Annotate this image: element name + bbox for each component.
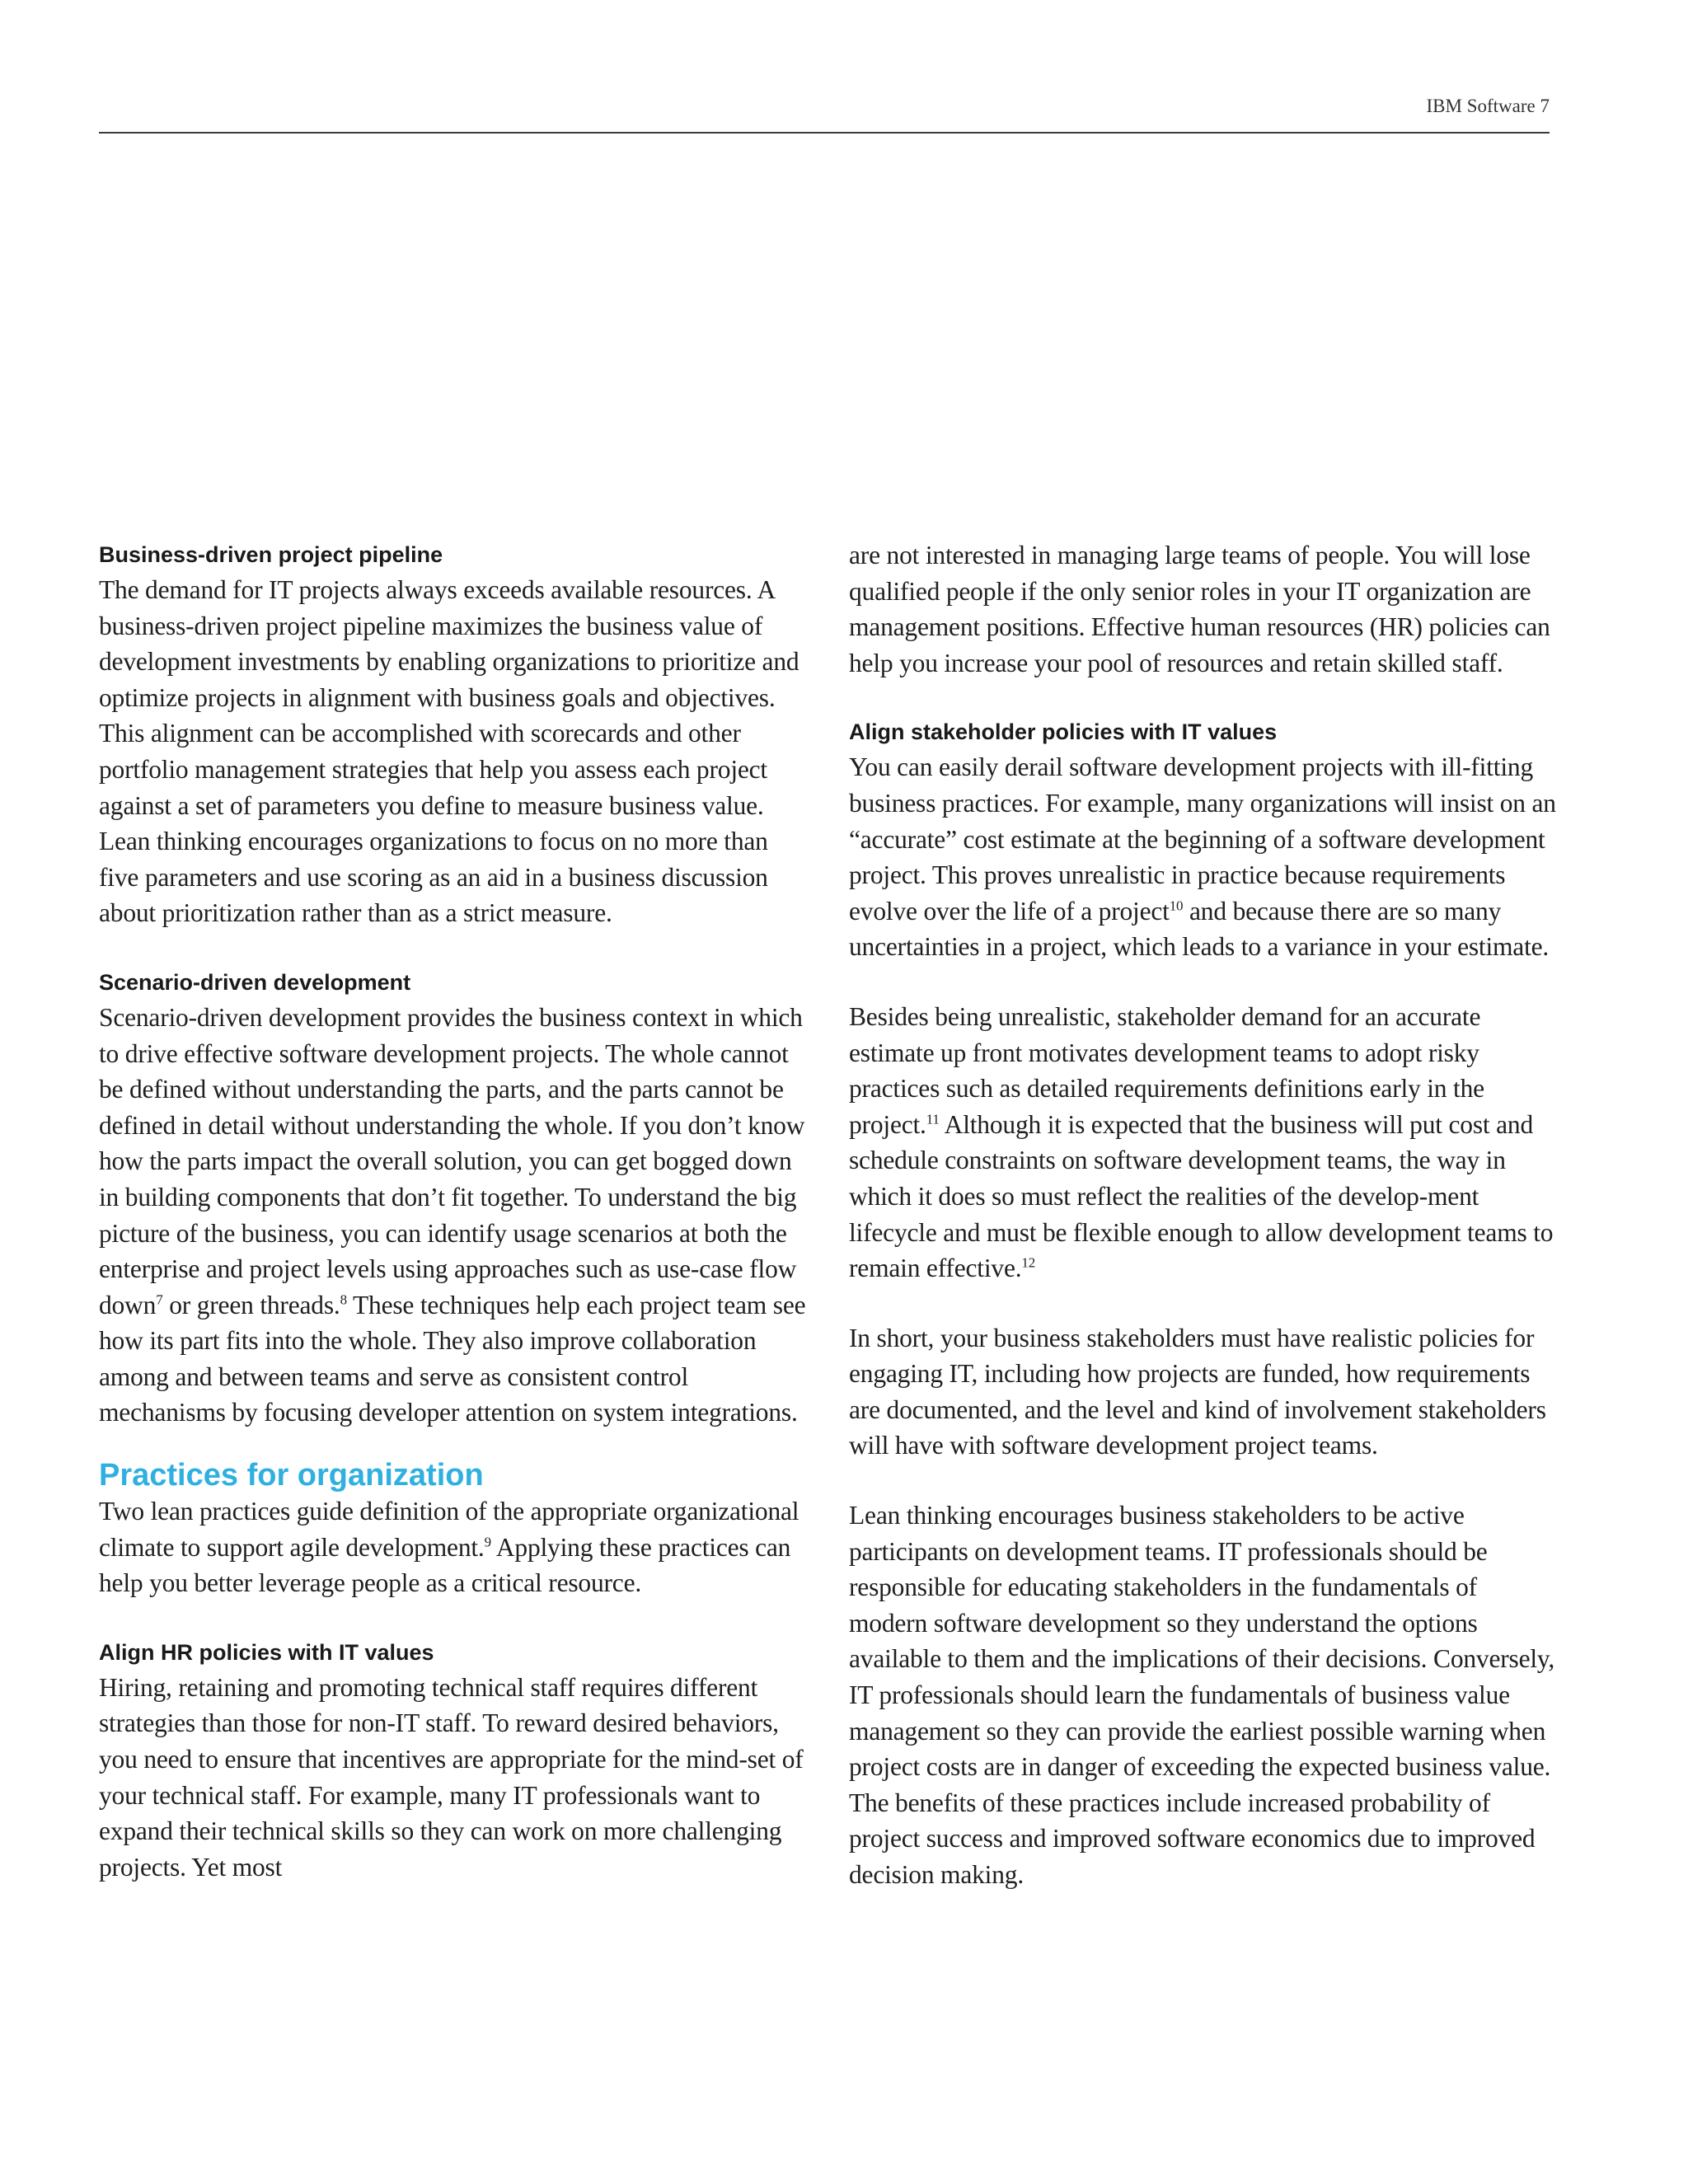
footnote-ref-9: 9: [484, 1534, 491, 1550]
footnote-ref-7: 7: [156, 1291, 163, 1308]
paragraph-practices-for-organization: Two lean practices guide definition of the appropriate organizational climate to support agile development.$^9$ Applying these practices can help you better leverage people as a critical resource.: [99, 1497, 799, 1598]
right-column: [849, 537, 1558, 1893]
heading-business-driven-pipeline: Business-driven project pipeline: [99, 542, 443, 567]
page-header: [99, 91, 1550, 134]
paragraph-align-hr-policies: Hiring, retaining and promoting technical staff requires different strategies than those for non-IT staff. To reward desired behaviors, you need to ensure that incentives are appropriate for the mind-set of your technical staff. For example, many IT professionals want to expand their technical skills so they can work on more challenging projects. Yet most: [99, 1672, 804, 1882]
paragraph-hr-continuation: are not interested in managing large teams of people. You will lose qualified people if the only senior roles in your IT organization are management positions. Effective human resources (HR) policies can help you increase your pool of resources and retain skilled staff.: [849, 541, 1550, 677]
footnote-ref-11: 11: [926, 1111, 940, 1127]
heading-align-stakeholder-policies: Align stakeholder policies with IT values: [849, 719, 1278, 745]
heading-align-hr-policies: Align HR policies with IT values: [99, 1639, 434, 1665]
paragraph-realistic-policies: In short, your business stakeholders must have realistic policies for engaging IT, including how projects are funded, how requirements are documented, and the level and kind of involvement stakeholders will have with software development project teams.: [849, 1323, 1546, 1460]
footnote-ref-8: 8: [340, 1291, 347, 1308]
paragraph-align-stakeholder-policies: You can easily derail software development projects with ill-fitting business practices. For example, many organizations will insist on an “accurate” cost estimate at the beginning of a software development project. This proves unrealistic in practice because requirements evolve over the life of a project$^{10}$ and because there are so many uncertainties in a project, which leads to a variance in your estimate.: [849, 752, 1556, 962]
heading-scenario-driven-development: Scenario-driven development: [99, 969, 411, 995]
page-header-label: IBM Software 7: [1426, 96, 1550, 116]
section-title-practices-for-organization: Practices for organization: [99, 1458, 484, 1493]
left-column: [99, 537, 808, 1885]
footnote-ref-12: 12: [1021, 1254, 1036, 1271]
footnote-ref-10: 10: [1169, 898, 1184, 914]
paragraph-accurate-estimate: Besides being unrealistic, stakeholder demand for an accurate estimate up front motivates development teams to adopt risky practices such as detailed requirements definitions early in the project.$^{11}$ Although it is expected that the business will put cost and schedule constraints on software development teams, the way in which it does so must reflect the realities of the develop-ment lifecycle and must be flexible enough to allow development teams to remain effective.$^{12}$: [849, 1001, 1554, 1283]
paragraph-scenario-driven-development: Scenario-driven development provides the business context in which to drive effective software development projects. The whole cannot be defined without understanding the parts, and the parts cannot be defined in detail without understanding the whole. If you don’t know how the parts impact the overall solution, you can get bogged down in building components that don’t fit together. To understand the big picture of the business, you can identify usage scenarios at both the enterprise and project levels using approaches such as use-case flow down$^7$ or green threads.$^8$ These techniques help each project team see how its part fits into the whole. They also improve collaboration among and between teams and serve as consistent control mechanisms by focusing developer attention on system integrations.: [99, 1002, 806, 1427]
paragraph-business-driven-pipeline: The demand for IT projects always exceeds available resources. A business-driven project pipeline maximizes the business value of development investments by enabling organizations to prioritize and optimize projects in alignment with business goals and objectives. This alignment can be accomplished with scorecards and other portfolio management strategies that help you assess each project against a set of parameters you define to measure business value. Lean thinking encourages organizations to focus on no more than five parameters and use scoring as an aid in a business discussion about prioritization rather than as a strict measure.: [99, 575, 799, 928]
paragraph-lean-thinking-stakeholders: Lean thinking encourages business stakeholders to be active participants on development teams. IT professionals should be responsible for educating stakeholders in the fundamentals of modern software development so they understand the options available to them and the implications of their decisions. Conversely, IT professionals should learn the fundamentals of business value management so they can provide the earliest possible warning when project costs are in danger of exceeding the expected business value. The benefits of these practices include increased probability of project success and improved software economics due to improved decision making.: [849, 1501, 1555, 1889]
